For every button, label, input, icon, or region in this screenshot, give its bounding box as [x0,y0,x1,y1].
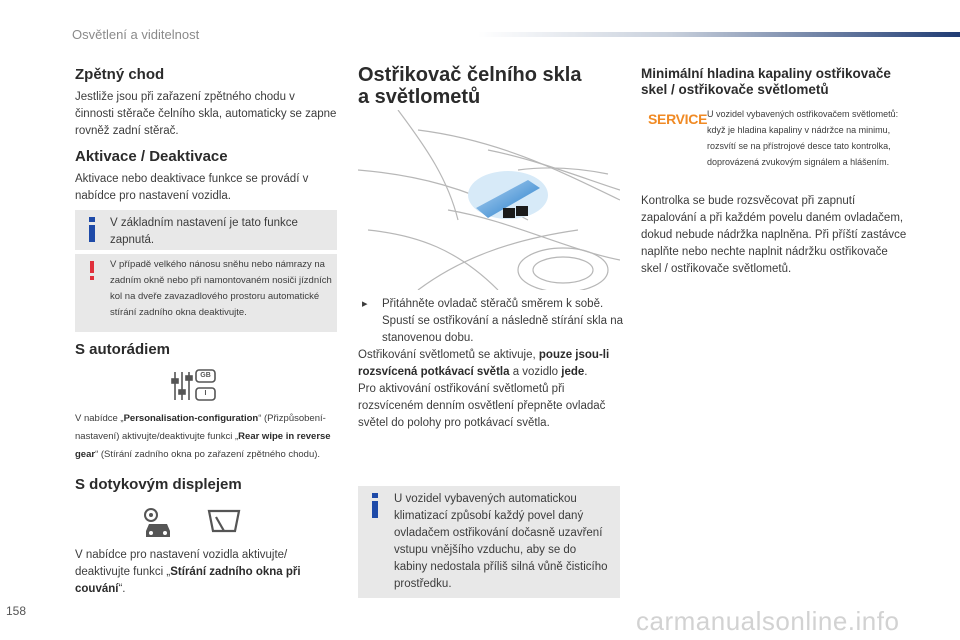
badge-gb: GB [200,372,211,379]
warning-box [75,254,337,332]
badge-i: I [204,390,207,397]
washer-activation-text: Ostřikování světlometů se aktivuje, pouze jsou-li rozsvícená potkávací světla a vozidlo jede. [358,349,610,378]
fluid-title: Minimální hladina kapaliny ostřikovače skel / ostřikovače světlometů [641,66,891,97]
fluid-text-block [641,193,909,278]
climate-info-text: U vozidel vybavených automatickou klimatizací způsobí každý povel daný ovladačem ostřikování dočasně uzavření vstupu vnějšího vzduchu, aby se do kabiny nedostala příliš silná vůně čisticího prostředku. [394,493,608,590]
reverse-text: Jestliže jsou při zařazení zpětného chodu v činnosti stěrače čelního skla, automaticky se zapne rovněž zadní stěrač. [75,91,337,137]
touchscreen-text: V nabídce pro nastavení vozidla aktivujte/ deaktivujte funkci „Stírání zadního okna při couvání“. [75,549,301,595]
info-box [75,210,337,250]
washer-daytime-text: Pro aktivování ostřikování světlometů při rozsvíceném denním osvětlení přepněte ovladač světel do polohy pro potkávací světla. [358,383,606,429]
washer-bullet-text: Přitáhněte ovladač stěračů směrem k sobě. Spustí se ostřikování a následně stírání skla na stanovenou dobu. [382,298,623,344]
info-icon [89,217,95,222]
bullet-icon: ▸ [362,298,368,310]
info-text: V základním nastavení je tato funkce zapnutá. [110,217,298,246]
activation-section [75,148,337,205]
washer-instructions [358,296,623,432]
car-settings-icon [140,505,176,541]
radio-title: S autorádiem [75,341,171,358]
service-text-block [707,106,913,170]
service-text: U vozidel vybavených ostřikovačem světlometů: když je hladina kapaliny v nádržce na minimu, rozsvítí se na přístrojové desce tato kontrolka, doprovázená zvukovým signálem a hlášením. [707,109,899,167]
warning-text: V případě velkého nánosu sněhu nebo námrazy na zadním okně nebo při namontovaném nosiči jízdních kol na dveře zavazadlového prostoru automatické stírání zadního okna deaktivujte. [110,259,332,318]
activation-title: Aktivace / Deaktivace [75,148,228,165]
page-number: 158 [6,604,27,618]
settings-sliders-icon [171,368,219,404]
rear-wiper-icon [206,507,242,539]
radio-text: V nabídce „Personalisation-configuration“ (Přizpůsobení-nastavení) aktivujte/deaktivujte funkci „Rear wipe in reverse gear“ (Stírání zadního okna po zařazení zpětného chodu). [75,413,331,460]
watermark: carmanualsonline.info [636,606,900,636]
page-header: Osvětlení a viditelnost [72,27,200,42]
fluid-section [641,66,909,98]
reverse-section [75,66,337,140]
reverse-title: Zpětný chod [75,66,165,83]
activation-text: Aktivace nebo deaktivace funkce se provádí v nabídce pro nastavení vozidla. [75,173,309,202]
climate-info-box [358,486,620,598]
info-icon [372,493,378,498]
fluid-text: Kontrolka se bude rozsvěcovat při zapnutí zapalování a při každém povelu daném ovladačem, dokud nebude nádržka naplněna. Při příští zastávce naplňte nebo nechte naplnit nádržku ostřikovače skel / ostřikovače světlometů. [641,195,907,275]
radio-section [75,341,337,358]
washer-title-line1: Ostřikovač čelního skla [358,64,582,86]
touchscreen-title: S dotykovým displejem [75,476,242,493]
washer-section [358,64,618,108]
warning-icon [90,261,94,273]
washer-stalk-illustration [358,110,620,290]
service-warning-icon: SERVICE [648,111,708,127]
header-decoration [478,32,960,37]
washer-title-line2: a světlometů [358,86,481,108]
touchscreen-section [75,476,337,493]
